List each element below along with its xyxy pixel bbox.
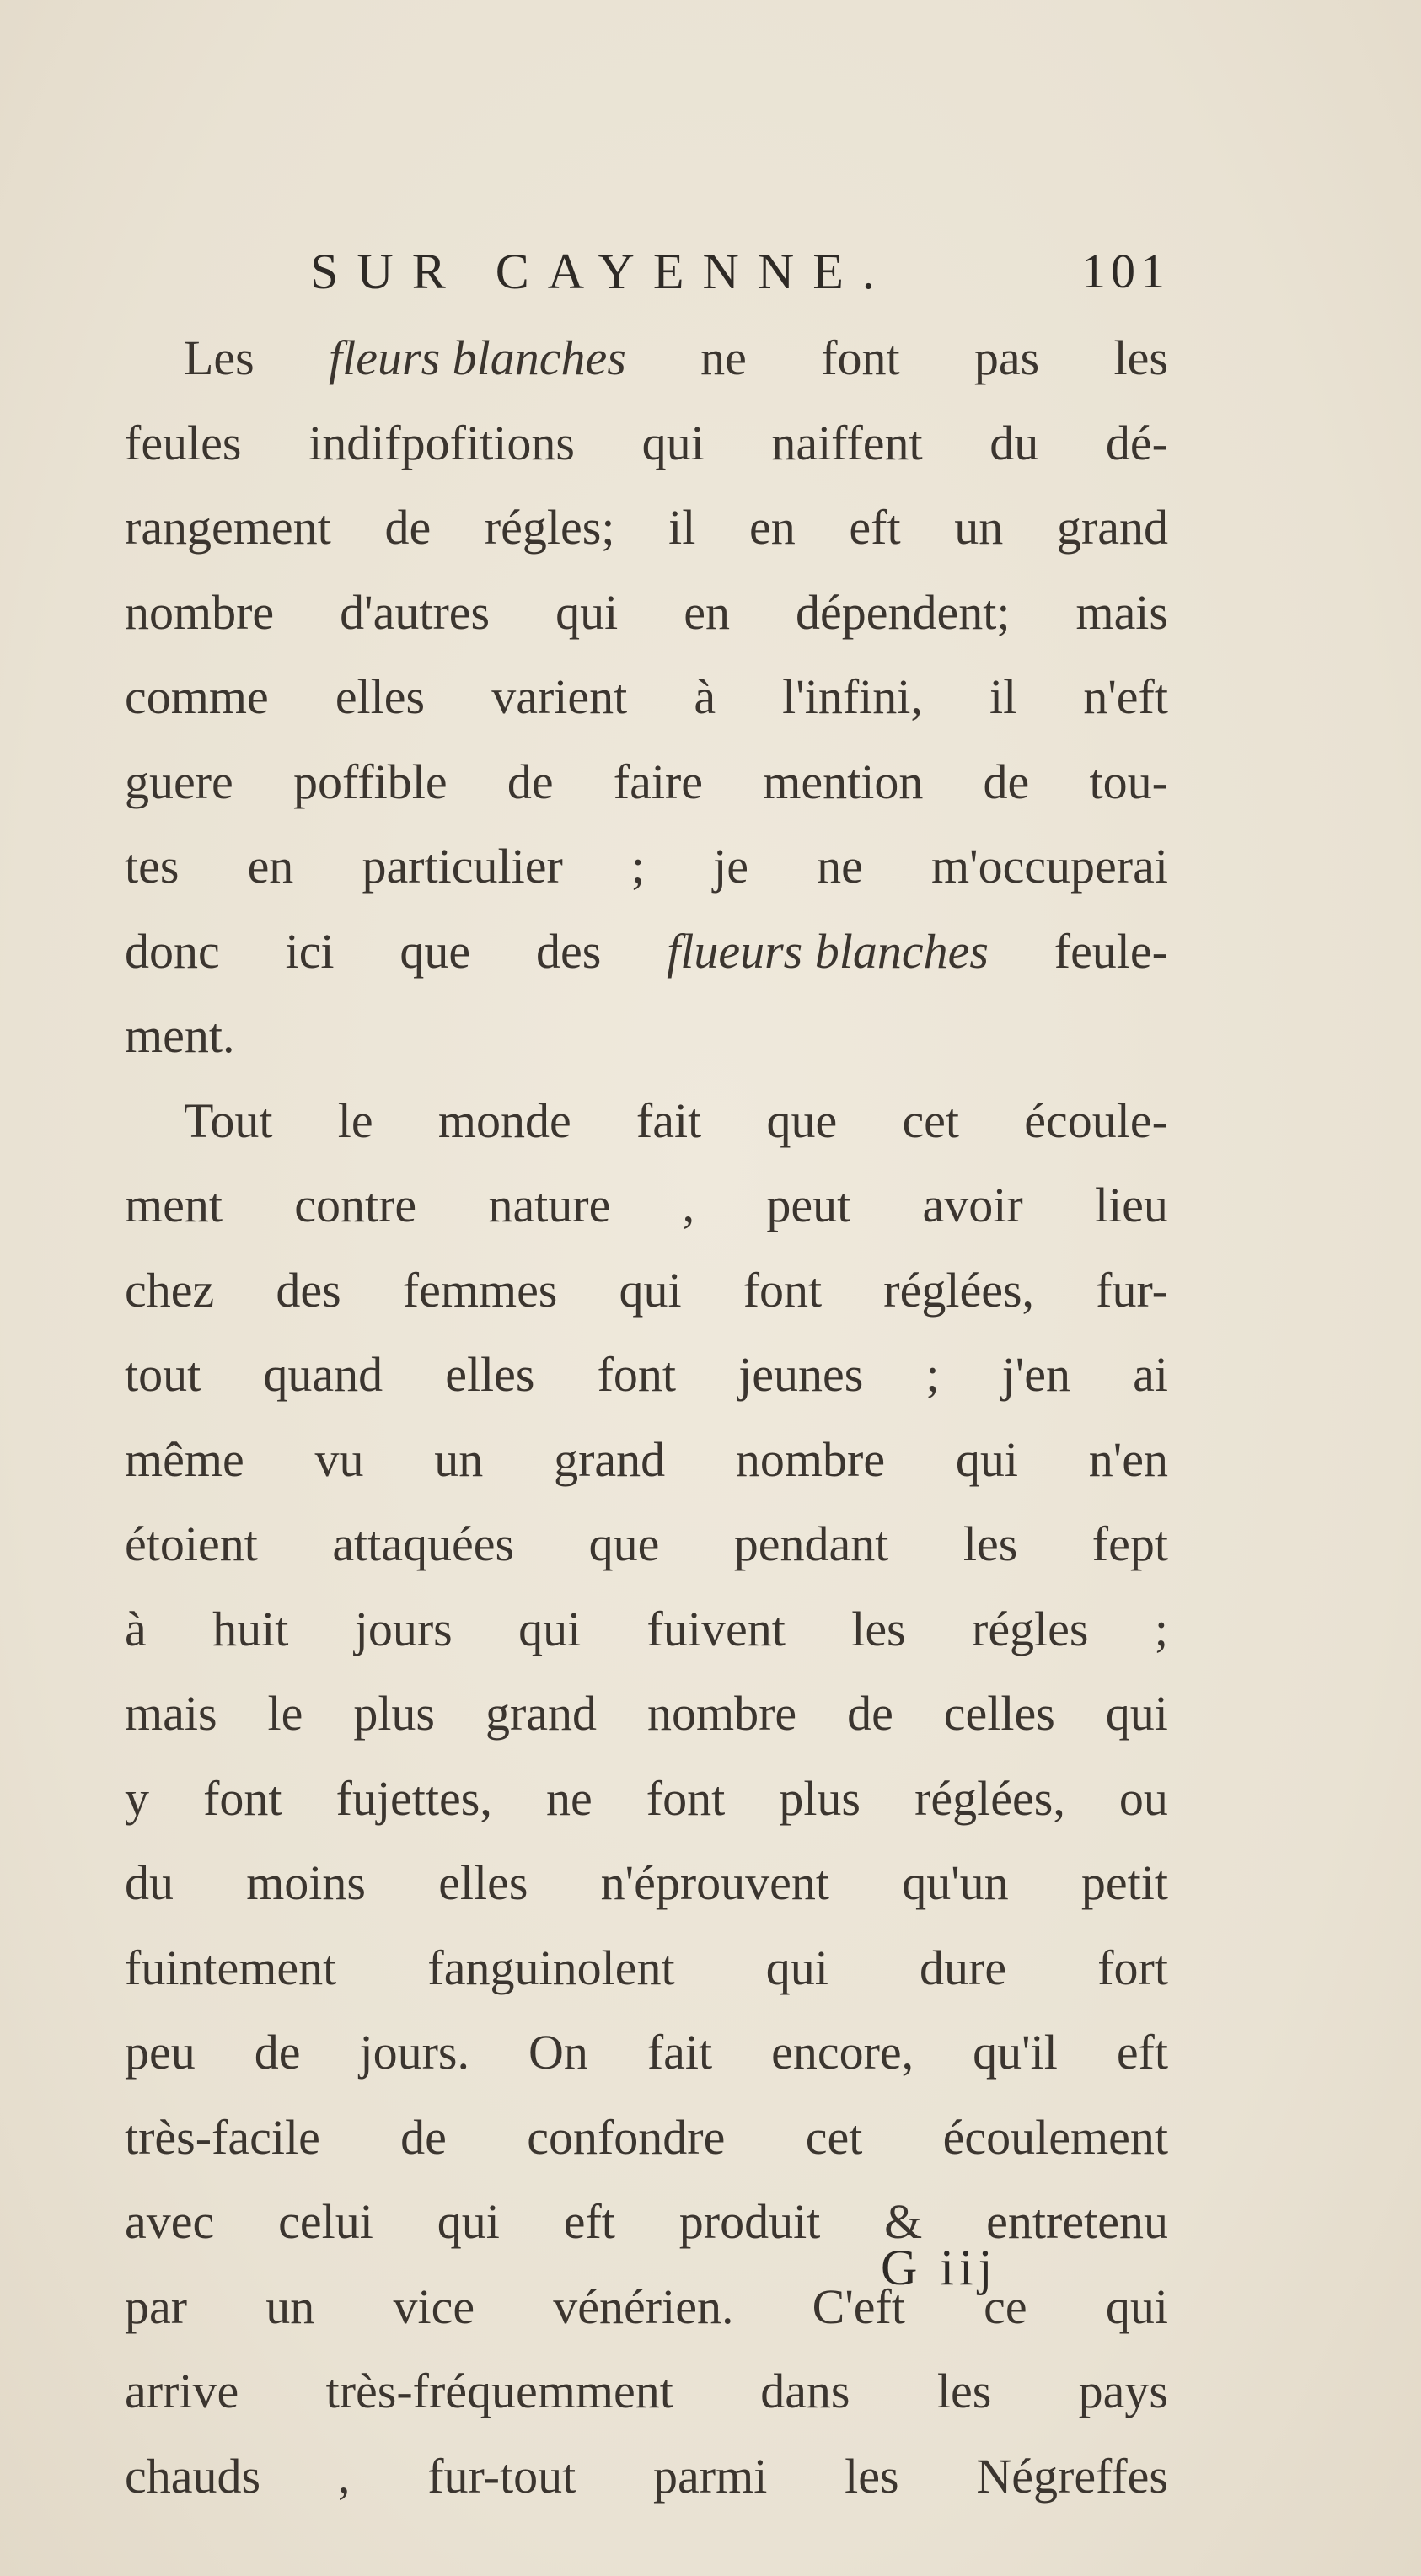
word: grand <box>1056 500 1168 555</box>
word: qui <box>765 1940 828 1995</box>
word: fujettes, <box>335 1770 492 1826</box>
text-line <box>125 1757 1168 1842</box>
word: du <box>989 415 1039 470</box>
word: même <box>125 1431 244 1487</box>
word: qui <box>955 1431 1018 1487</box>
text-line <box>125 571 1168 656</box>
word: que <box>588 1516 660 1571</box>
word: contre <box>294 1178 417 1232</box>
word: des <box>276 1262 341 1318</box>
word: fleurs blanches <box>329 330 626 385</box>
text-line <box>125 1333 1168 1418</box>
text-line <box>125 2434 1168 2520</box>
word: avoir <box>922 1178 1023 1232</box>
word: dure <box>920 1940 1007 1995</box>
word: en <box>749 500 796 555</box>
text-line <box>125 655 1168 740</box>
word: le <box>267 1686 303 1741</box>
word: peu <box>125 2025 196 2080</box>
word: tou- <box>1089 754 1168 809</box>
word: arrive <box>125 2364 239 2418</box>
word: par <box>125 2278 188 2334</box>
word: feule- <box>1054 923 1168 979</box>
word: peut <box>766 1178 851 1232</box>
word: ment. <box>125 1008 235 1063</box>
word: de <box>847 1686 893 1741</box>
word: qu'un <box>902 1855 1009 1910</box>
word: à <box>125 1601 147 1656</box>
word: naiffent <box>771 415 923 470</box>
word: donc <box>125 923 220 979</box>
word: petit <box>1080 1855 1168 1910</box>
word: varient <box>491 669 628 724</box>
text-line <box>125 2180 1168 2265</box>
word: celles <box>943 1686 1055 1741</box>
word: poffible <box>293 754 448 809</box>
word: de <box>983 754 1030 809</box>
word: eft <box>1116 2025 1168 2080</box>
word: n'en <box>1088 1431 1168 1487</box>
word: m'occuperai <box>931 839 1168 894</box>
word: fait <box>646 2025 713 2080</box>
word: celui <box>278 2194 373 2249</box>
word: réglées, <box>883 1262 1035 1318</box>
running-title: SUR CAYENNE. <box>310 244 893 299</box>
word: je <box>713 839 748 894</box>
word: pendant <box>733 1516 889 1571</box>
word: quand <box>263 1347 383 1402</box>
word: un <box>434 1431 484 1487</box>
word: encore, <box>771 2025 914 2080</box>
word: ; <box>1154 1601 1168 1656</box>
word: cet <box>805 2109 863 2165</box>
word: fait <box>635 1092 702 1148</box>
word: mention <box>763 754 924 809</box>
word: Les <box>184 330 255 385</box>
word: fept <box>1091 1516 1168 1571</box>
word: un <box>954 500 1004 555</box>
word: avec <box>125 2194 215 2249</box>
word: font <box>203 1770 282 1826</box>
text-line <box>125 740 1168 825</box>
word: ici <box>285 923 335 979</box>
word: ne <box>545 1770 593 1826</box>
word: que <box>399 923 471 979</box>
text-line <box>125 824 1168 910</box>
word: vice <box>393 2278 475 2334</box>
word: écoulement <box>942 2109 1168 2165</box>
word: y <box>125 1770 149 1826</box>
word: chez <box>125 1262 215 1318</box>
text-line <box>125 401 1168 486</box>
word: qui <box>437 2194 500 2249</box>
word: fort <box>1097 1940 1168 1995</box>
word: en <box>684 584 730 640</box>
word: particulier <box>362 839 563 894</box>
word: ment <box>125 1178 223 1232</box>
word: eft <box>563 2194 615 2249</box>
word: en <box>247 839 294 894</box>
word: ai <box>1133 1347 1168 1402</box>
word: indifpofitions <box>308 415 575 470</box>
word: qu'il <box>973 2025 1058 2080</box>
word: ne <box>817 839 863 894</box>
text-line <box>125 1841 1168 1926</box>
word: grand <box>485 1686 598 1741</box>
word: régles <box>972 1601 1089 1656</box>
word: n'eft <box>1083 669 1168 724</box>
word: ne <box>700 330 747 385</box>
word: , <box>337 2448 351 2504</box>
word: fur- <box>1096 1262 1168 1318</box>
word: dépendent; <box>795 584 1011 640</box>
word: mais <box>125 1686 217 1741</box>
text-line <box>125 2349 1168 2434</box>
word: On <box>528 2025 588 2080</box>
word: jours <box>354 1601 453 1656</box>
word: font <box>597 1347 677 1402</box>
word: Tout <box>184 1092 273 1148</box>
word: le <box>337 1092 373 1148</box>
word: mais <box>1075 584 1168 640</box>
text-line <box>125 2096 1168 2181</box>
text-line <box>125 2265 1168 2350</box>
word: réglées, <box>914 1770 1065 1826</box>
text-line <box>125 1248 1168 1334</box>
word: nombre <box>735 1431 886 1487</box>
text-line <box>125 1926 1168 2011</box>
word: fur-tout <box>427 2448 576 2504</box>
text-line <box>125 1418 1168 1503</box>
word: elles <box>438 1855 528 1910</box>
word: guere <box>125 754 233 809</box>
text-line <box>125 1672 1168 1757</box>
text-line <box>125 1079 1168 1164</box>
word: attaquées <box>332 1516 515 1571</box>
word: pays <box>1078 2364 1168 2418</box>
word: les <box>936 2364 992 2418</box>
word: jeunes <box>738 1347 864 1402</box>
text-line <box>125 486 1168 571</box>
word: confondre <box>527 2109 726 2165</box>
word: femmes <box>402 1262 558 1318</box>
word: qui <box>555 584 619 640</box>
word: nombre <box>646 1686 797 1741</box>
word: très-facile <box>125 2109 320 2165</box>
text-line <box>125 316 1168 401</box>
word: eft <box>849 500 901 555</box>
text-line <box>125 1163 1168 1248</box>
word: l'infini, <box>782 669 923 724</box>
word: il <box>989 669 1017 724</box>
word: ; <box>630 839 646 894</box>
word: d'autres <box>340 584 491 640</box>
word: n'éprouvent <box>600 1855 830 1910</box>
word: de <box>507 754 554 809</box>
word: & <box>884 2194 923 2249</box>
word: elles <box>335 669 426 724</box>
text-line <box>125 910 1168 995</box>
text-line <box>125 2010 1168 2096</box>
word: qui <box>641 415 705 470</box>
word: comme <box>125 669 269 724</box>
word: qui <box>1105 2278 1168 2334</box>
word: plus <box>779 1770 861 1826</box>
word: écoule- <box>1024 1092 1168 1148</box>
word: il <box>668 500 696 555</box>
word: fuintement <box>125 1940 337 1995</box>
word: ou <box>1118 1770 1168 1826</box>
word: rangement <box>125 500 331 555</box>
word: font <box>743 1262 823 1318</box>
text-line <box>125 1587 1168 1672</box>
word: de <box>400 2109 447 2165</box>
word: moins <box>246 1855 366 1910</box>
word: C'eft <box>812 2278 905 2334</box>
word: fanguinolent <box>427 1940 675 1995</box>
word: nature <box>488 1178 611 1232</box>
word: les <box>851 1601 906 1656</box>
word: produit <box>678 2194 821 2249</box>
word: à <box>694 669 716 724</box>
word: les <box>1113 330 1168 385</box>
word: elles <box>445 1347 535 1402</box>
word: qui <box>518 1601 582 1656</box>
word: font <box>646 1770 726 1826</box>
word: qui <box>1105 1686 1168 1741</box>
word: font <box>821 330 900 385</box>
signature-mark: G iij <box>881 2240 998 2295</box>
word: jours. <box>359 2025 469 2080</box>
text-line <box>125 1502 1168 1587</box>
body-text <box>125 316 1168 2519</box>
word: dé- <box>1105 415 1168 470</box>
word: pas <box>973 330 1040 385</box>
word: grand <box>554 1431 666 1487</box>
word: vu <box>314 1431 364 1487</box>
word: lieu <box>1094 1178 1168 1232</box>
word: les <box>845 2448 899 2504</box>
word: fuivent <box>646 1601 786 1656</box>
word: étoient <box>125 1516 258 1571</box>
word: de <box>384 500 432 555</box>
word: très-fréquemment <box>325 2364 673 2418</box>
word: entretenu <box>986 2194 1168 2249</box>
word: flueurs blanches <box>667 923 989 979</box>
word: de <box>254 2025 301 2080</box>
word: parmi <box>653 2448 768 2504</box>
word: feules <box>125 415 242 470</box>
word: régles; <box>484 500 615 555</box>
word: qui <box>619 1262 682 1318</box>
word: ; <box>925 1347 940 1402</box>
page-number: 101 <box>1081 244 1170 298</box>
text-line <box>125 994 1168 1079</box>
word: tout <box>125 1347 201 1402</box>
word: ce <box>984 2278 1027 2334</box>
word: huit <box>212 1601 289 1656</box>
word: cet <box>902 1092 960 1148</box>
word: du <box>125 1855 174 1910</box>
word: des <box>535 923 602 979</box>
word: , <box>682 1178 695 1232</box>
running-head <box>310 238 1170 305</box>
word: plus <box>353 1686 435 1741</box>
word: les <box>963 1516 1018 1571</box>
word: que <box>766 1092 838 1148</box>
word: dans <box>760 2364 850 2418</box>
word: un <box>265 2278 315 2334</box>
word: Négreffes <box>976 2448 1168 2504</box>
word: vénérien. <box>553 2278 734 2334</box>
word: tes <box>125 839 180 894</box>
word: j'en <box>1001 1347 1070 1402</box>
word: monde <box>437 1092 571 1148</box>
word: faire <box>613 754 704 809</box>
word: chauds <box>125 2448 261 2504</box>
word: nombre <box>125 584 275 640</box>
